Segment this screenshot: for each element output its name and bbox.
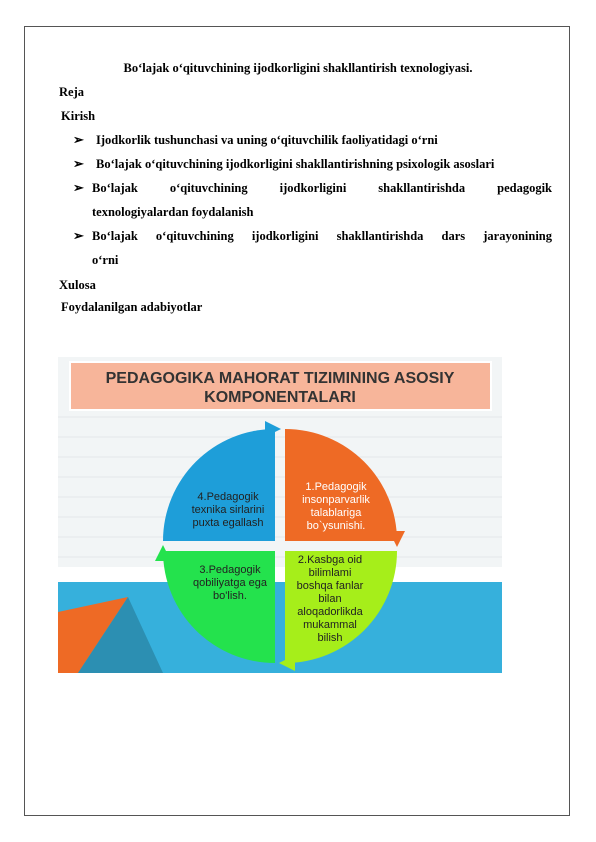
figure-title-line-2: KOMPONENTALARI (204, 389, 356, 406)
q2-line-2: bilimlami (308, 567, 352, 579)
q2-line-3: boshqa fanlar (296, 580, 364, 592)
plan-conclusion: Xulosa (59, 278, 96, 292)
q1-line-3: talablariga (310, 507, 362, 519)
q2-line-1: 2.Kasbga oid (297, 554, 363, 566)
document-title: Bo‘lajak o‘qituvchining ijodkorligini shakllantirish texnologiyasi. (123, 61, 473, 75)
q1-line-4: bo`ysunishi. (306, 520, 366, 532)
plan-item-4-cont: o‘rni (92, 253, 119, 267)
plan-item-4: Bo‘lajak o‘qituvchining ijodkorligini shakllantirishda dars jarayonining (92, 229, 552, 243)
plan-item-2: Bo‘lajak o‘qituvchining ijodkorligini shakllantirishning psixologik asoslari (96, 157, 495, 171)
components-diagram (58, 357, 502, 673)
q4-line-3: puxta egallash (192, 517, 264, 529)
plan-intro: Kirish (61, 109, 96, 123)
bullet-arrow-icon: ➢ (73, 132, 84, 147)
plan-heading: Reja (59, 85, 84, 99)
q4-line-2: texnika sirlarini (191, 504, 265, 516)
bullet-arrow-icon: ➢ (73, 228, 84, 243)
bullet-arrow-icon: ➢ (73, 156, 84, 171)
plan-item-1: Ijodkorlik tushunchasi va uning o‘qituvchilik faoliyatidagi o‘rni (96, 133, 438, 147)
plan-item-3: Bo‘lajak o‘qituvchining ijodkorligini shakllantirishda pedagogik (92, 181, 552, 195)
q3-line-3: bo'lish. (213, 590, 247, 602)
q2-line-7: bilish (317, 632, 343, 644)
bullet-arrow-icon: ➢ (73, 180, 84, 195)
q3-line-2: qobiliyatga ega (192, 577, 268, 589)
components-figure (58, 357, 502, 673)
q2-line-4: bilan (318, 593, 342, 605)
figure-title-line-1: PEDAGOGIKA MAHORAT TIZIMINING ASOSIY (105, 370, 455, 387)
q2-line-5: aloqadorlikda (297, 606, 363, 618)
q4-line-1: 4.Pedagogik (197, 491, 259, 503)
q2-line-6: mukammal (303, 619, 357, 631)
plan-references: Foydalanilgan adabiyotlar (61, 300, 203, 314)
plan-item-3-cont: texnologiyalardan foydalanish (92, 205, 254, 219)
q1-line-2: insonparvarlik (302, 494, 370, 506)
q1-line-1: 1.Pedagogik (305, 481, 367, 493)
q3-line-1: 3.Pedagogik (199, 564, 261, 576)
